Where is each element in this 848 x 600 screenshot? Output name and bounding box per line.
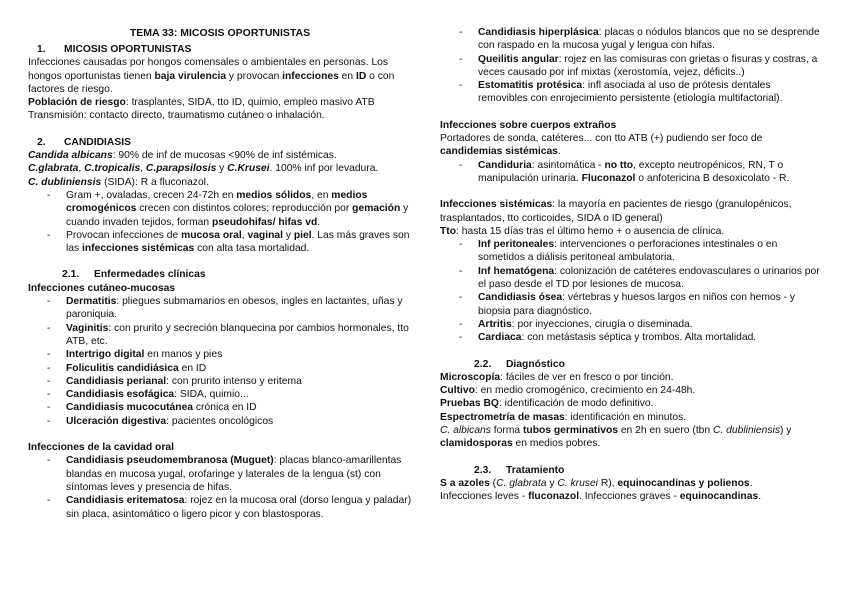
list-item: - Ulceración digestiva: pacientes oncológicos — [28, 415, 412, 428]
list-item: - Provocan infecciones de mucosa oral, vaginal y piel. Las más graves son las infecciones sistémicas con alta tasa mortalidad. — [28, 229, 412, 256]
s2-bullets — [28, 189, 412, 255]
section-1-heading: 1. MICOSIS OPORTUNISTAS — [37, 44, 192, 55]
s1-paragraph-2: Población de riesgo: trasplantes, SIDA, tto ID, quimio, empleo masivo ATB — [28, 97, 375, 109]
list-item: - Intertrigo digital en manos y pies — [28, 348, 412, 361]
treatment-duration: Tto: hasta 15 días tras el último hemo + o ausencia de clínica. — [440, 225, 725, 237]
s1-paragraph-3: Transmisión: contacto directo, traumatismo cutáneo o inhalación. — [28, 110, 325, 122]
systemic-list — [440, 238, 822, 344]
section-2-3-heading: 2.3. Tratamiento — [474, 464, 565, 476]
section-2-1-heading: 2.1. Enfermedades clínicas — [62, 269, 206, 281]
list-item: - Estomatitis protésica: infl asociada al uso de prótesis dentales removibles con enrojecimiento persistente (etiología multifactorial). — [440, 79, 822, 106]
list-item: - Gram +, ovaladas, crecen 24-72h en medios sólidos, en medios cromogénicos crecen con distintos colores; reproducción por gemación y cuando invaden tejidos, forman pseudohifas/ hifas vd. — [28, 189, 412, 229]
list-item: - Candidiasis eritematosa: rojez en la mucosa oral (dorso lengua y paladar) sin placa, asintomático o ligero picor y con blastosporas. — [28, 494, 412, 521]
list-item: - Artritis: por inyecciones, cirugía o diseminada. — [440, 318, 822, 331]
s2-line-3: C. dubliniensis (SIDA): R a fluconazol. — [28, 176, 209, 188]
diagnosis-last: C. albicans forma tubos germinativos en 2h en suero (tbn C. dubliniensis) y clamidosporas en medios pobres. — [440, 425, 792, 450]
list-item: - Inf peritoneales: intervenciones o perforaciones intestinales o en sometidos a diálisis peritoneal ambulatoria. — [440, 238, 822, 265]
oral-list-right — [440, 26, 822, 106]
treatment-line-2: Infecciones leves - fluconazol. Infecciones graves - equinocandinas. — [440, 491, 762, 503]
diagnosis-line: Espectrometría de masas: identificación en minutos. — [440, 411, 687, 423]
list-item: - Foliculitis candidiásica en ID — [28, 362, 412, 375]
oral-heading: Infecciones de la cavidad oral — [28, 442, 174, 454]
diagnosis-line: Pruebas BQ: identificación de modo definitivo. — [440, 398, 654, 410]
oral-list-left — [28, 454, 412, 520]
document-title: TEMA 33: MICOSIS OPORTUNISTAS — [129, 27, 311, 39]
list-item: - Vaginitis: con prurito y secreción blanquecina por cambios hormonales, tto ATB, etc. — [28, 322, 412, 349]
s2-line-1: Candida albicans: 90% de inf de mucosas <90% de inf sistémicas. — [28, 150, 337, 162]
list-item: - Dermatitis: pliegues submamarios en obesos, ingles en lactantes, uñas y paroniquia. — [28, 295, 412, 322]
list-item: - Candidiasis perianal: con prurito intenso y eritema — [28, 375, 412, 388]
cutaneous-heading: Infecciones cutáneo-mucosas — [28, 282, 176, 294]
list-item: - Candidiasis ósea: vértebras y huesos largos en niños con hemos - y biopsia para diagnóstico. — [440, 291, 822, 318]
list-item: - Queilitis angular: rojez en las comisuras con grietas o fisuras y costras, a veces causado por inf mixtas (xerostomía, vejez, déficits..) — [440, 53, 822, 80]
foreign-body-text: Portadores de sonda, catéteres... con tto ATB (+) pudiendo ser foco de candidemias sistémicas. — [440, 133, 763, 158]
list-item: - Candiduria: asintomática - no tto, excepto neutropénicos, RN, T o manipulación urinaria. Fluconazol o anfotericina B desoxicolato - R. — [440, 159, 822, 186]
section-2-2-heading: 2.2. Diagnóstico — [474, 358, 565, 370]
foreign-body-list — [440, 159, 822, 186]
cutaneous-list — [28, 295, 412, 428]
list-item: - Cardiaca: con metástasis séptica y trombos. Alta mortalidad. — [440, 331, 822, 344]
list-item: - Inf hematógena: colonización de catéteres endovasculares o urinarios por el paso desde el TD por lesiones de mucosa. — [440, 265, 822, 292]
left-column — [28, 26, 412, 521]
list-item: - Candidiasis mucocutánea crónica en ID — [28, 401, 412, 414]
foreign-body-heading: Infecciones sobre cuerpos extraños — [440, 119, 617, 131]
treatment-line-1: S a azoles (C. glabrata y C. krusei R), equinocandinas y polienos. — [440, 477, 753, 489]
list-item: - Candidiasis hiperplásica: placas o nódulos blancos que no se desprende con raspado en la mucosa yugal y lengua con hifas. — [440, 26, 822, 53]
section-2-heading: 2. CANDIDIASIS — [37, 136, 131, 148]
diagnosis-line: Microscopía: fáciles de ver en fresco o por tinción. — [440, 371, 674, 383]
s2-line-2: C.glabrata, C.tropicalis, C.parapsilosis y C.Krusei. 100% inf por levadura. — [28, 163, 379, 175]
systemic-text: Infecciones sistémicas: la mayoría en pacientes de riesgo (granulopénicos, trasplantados, tto corticoides, SIDA o ID general) — [440, 199, 792, 224]
list-item: - Candidiasis pseudomembranosa (Muguet): placas blanco-amarillentas blandas en mucosa yugal, orofaringe y laterales de la lengua (st) con síntomas leves y presencia de hifas. — [28, 454, 412, 494]
list-item: - Candidiasis esofágica: SIDA, quimio... — [28, 388, 412, 401]
diagnosis-line: Cultivo: en medio cromogénico, crecimiento en 24-48h. — [440, 385, 696, 397]
right-column — [440, 26, 822, 504]
s1-paragraph-1: Infecciones causadas por hongos comensales o ambientales en personas. Los hongos oportunistas tienen baja virulencia y provocan infecciones en ID o con factores de riesgo. — [28, 57, 395, 95]
